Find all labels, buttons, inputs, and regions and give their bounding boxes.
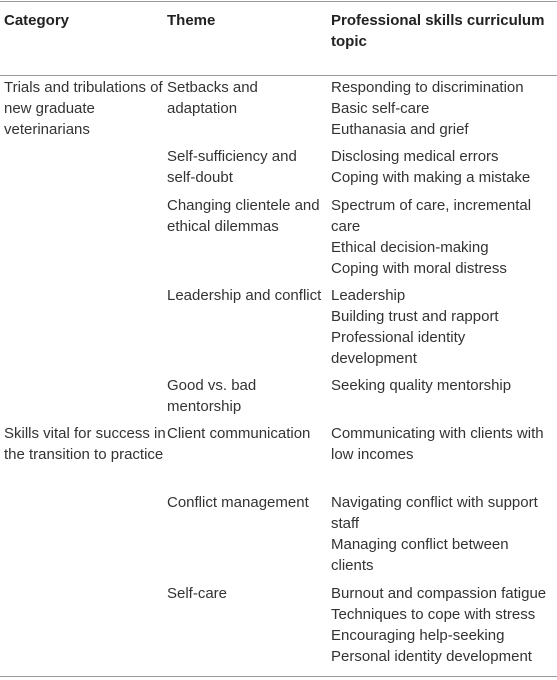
table-bottom-rule <box>0 676 557 677</box>
table-top-rule <box>0 1 557 2</box>
topic-item: Coping with making a mistake <box>331 169 531 186</box>
topic-item: Burnout and compassion fatigue <box>331 585 547 602</box>
topic-cell <box>331 285 553 369</box>
topic-item: Techniques to cope with stress <box>331 606 536 623</box>
header-topic: Professional skills curriculum topic <box>331 12 545 50</box>
topic-item: Disclosing medical errors <box>331 148 499 165</box>
category-cell: Trials and tribulations of new graduate veterinarians <box>4 79 163 138</box>
topic-cell <box>331 583 553 667</box>
topic-item: Professional identity development <box>331 329 466 367</box>
topic-cell <box>331 146 553 188</box>
theme-cell: Leadership and conflict <box>167 287 322 304</box>
topic-item: Managing conflict between clients <box>331 536 509 574</box>
category-cell: Skills vital for success in the transition to practice <box>4 425 166 463</box>
topic-item: Navigating conflict with support staff <box>331 494 538 532</box>
topic-item: Leadership <box>331 287 406 304</box>
topic-item: Personal identity development <box>331 648 532 665</box>
header-category: Category <box>4 12 70 29</box>
topic-item: Building trust and rapport <box>331 308 499 325</box>
topic-cell <box>331 492 553 576</box>
topic-item: Spectrum of care, incremental care <box>331 197 532 235</box>
topic-item: Seeking quality mentorship <box>331 377 512 394</box>
theme-cell: Client communication <box>167 425 311 442</box>
theme-cell: Good vs. bad mentorship <box>167 377 257 415</box>
topic-item: Communicating with clients with low incomes <box>331 425 544 463</box>
topic-cell <box>331 423 553 465</box>
theme-cell: Conflict management <box>167 494 309 511</box>
topic-item: Euthanasia and grief <box>331 121 469 138</box>
topic-cell <box>331 77 553 140</box>
header-theme: Theme <box>167 12 216 29</box>
header-rule <box>0 75 557 76</box>
theme-cell: Setbacks and adaptation <box>167 79 258 117</box>
theme-cell: Self-care <box>167 585 228 602</box>
topic-item: Coping with moral distress <box>331 260 507 277</box>
topic-item: Encouraging help-seeking <box>331 627 505 644</box>
topic-item: Ethical decision-making <box>331 239 489 256</box>
theme-cell: Self-sufficiency and self-doubt <box>167 148 297 186</box>
topic-item: Basic self-care <box>331 100 430 117</box>
topic-cell <box>331 375 553 396</box>
topic-item: Responding to discrimination <box>331 79 524 96</box>
theme-cell: Changing clientele and ethical dilemmas <box>167 197 320 235</box>
topic-cell <box>331 195 553 279</box>
